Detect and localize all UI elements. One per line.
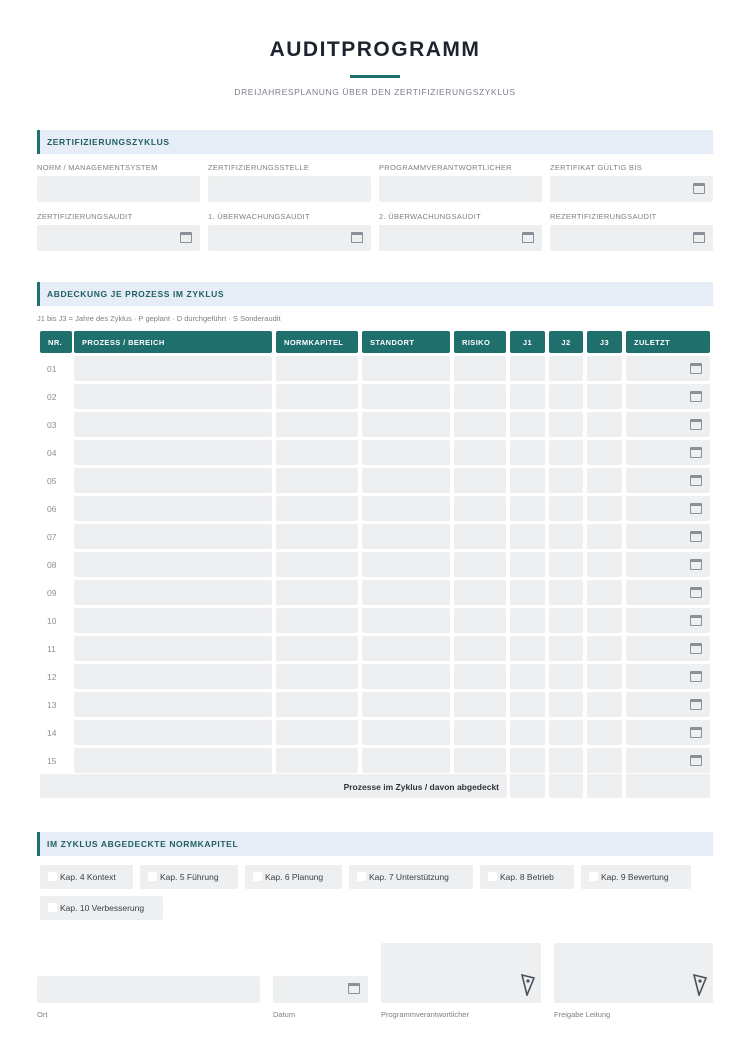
j3-cell[interactable]	[587, 440, 622, 465]
norm-field[interactable]	[37, 176, 200, 202]
label-cert-valid: ZERTIFIKAT GÜLTIG BIS	[550, 163, 643, 172]
row-number: 02	[47, 392, 57, 402]
site-cell[interactable]	[362, 692, 450, 717]
j1-cell[interactable]	[510, 636, 545, 661]
total-j3-field[interactable]	[587, 774, 622, 798]
risk-cell[interactable]	[454, 468, 506, 493]
col-header-risk: RISIKO	[454, 331, 506, 353]
last-audit-cell[interactable]	[626, 552, 710, 577]
chapter-cell[interactable]	[276, 496, 358, 521]
chapter-checkbox[interactable]: Kap. 6 Planung	[245, 865, 342, 889]
label-norm: NORM / MANAGEMENTSYSTEM	[37, 163, 158, 172]
j1-cell[interactable]	[510, 496, 545, 521]
risk-cell[interactable]	[454, 412, 506, 437]
label-release-signature: Freigabe Leitung	[554, 1010, 611, 1019]
j2-cell[interactable]	[549, 608, 583, 633]
last-audit-cell[interactable]	[626, 608, 710, 633]
process-cell[interactable]	[74, 664, 272, 689]
col-header-process: PROZESS / BEREICH	[74, 331, 272, 353]
col-header-j2: J2	[549, 331, 583, 353]
j2-cell[interactable]	[549, 748, 583, 773]
j2-cell[interactable]	[549, 580, 583, 605]
label-owner-signature: Programmverantwortlicher	[381, 1010, 469, 1019]
process-cell[interactable]	[74, 524, 272, 549]
process-cell[interactable]	[74, 636, 272, 661]
j3-cell[interactable]	[587, 412, 622, 437]
j3-cell[interactable]	[587, 608, 622, 633]
site-cell[interactable]	[362, 664, 450, 689]
j3-cell[interactable]	[587, 468, 622, 493]
risk-cell[interactable]	[454, 496, 506, 521]
chapter-checkbox[interactable]: Kap. 9 Bewertung	[581, 865, 691, 889]
j3-cell[interactable]	[587, 692, 622, 717]
program-owner-field[interactable]	[379, 176, 542, 202]
j1-cell[interactable]	[510, 412, 545, 437]
row-number: 12	[47, 672, 57, 682]
col-header-nr: NR.	[40, 331, 72, 353]
j3-cell[interactable]	[587, 636, 622, 661]
process-cell[interactable]	[74, 412, 272, 437]
signature-pen-icon	[521, 974, 535, 996]
site-cell[interactable]	[362, 580, 450, 605]
row-number: 15	[47, 756, 57, 766]
j1-cell[interactable]	[510, 356, 545, 381]
chapter-cell[interactable]	[276, 440, 358, 465]
j2-cell[interactable]	[549, 468, 583, 493]
calendar-icon[interactable]	[693, 183, 705, 194]
checkbox-icon[interactable]	[589, 872, 598, 881]
cert-audit-date-field[interactable]	[37, 225, 200, 251]
cert-valid-date-field[interactable]	[550, 176, 713, 202]
calendar-icon[interactable]	[690, 363, 702, 374]
calendar-icon[interactable]	[690, 727, 702, 738]
risk-cell[interactable]	[454, 636, 506, 661]
total-j2-field[interactable]	[549, 774, 583, 798]
chapter-cell[interactable]	[276, 552, 358, 577]
calendar-icon[interactable]	[690, 699, 702, 710]
j1-cell[interactable]	[510, 468, 545, 493]
chapter-checkbox[interactable]: Kap. 10 Verbesserung	[40, 896, 163, 920]
chapter-cell[interactable]	[276, 692, 358, 717]
calendar-icon[interactable]	[690, 503, 702, 514]
site-cell[interactable]	[362, 384, 450, 409]
row-number: 13	[47, 700, 57, 710]
chapter-cell[interactable]	[276, 720, 358, 745]
total-j1-field[interactable]	[510, 774, 545, 798]
site-cell[interactable]	[362, 468, 450, 493]
j3-cell[interactable]	[587, 356, 622, 381]
j3-cell[interactable]	[587, 552, 622, 577]
title-underline	[350, 75, 400, 78]
risk-cell[interactable]	[454, 580, 506, 605]
total-last-field[interactable]	[626, 774, 710, 798]
j2-cell[interactable]	[549, 496, 583, 521]
j1-cell[interactable]	[510, 664, 545, 689]
surveillance-2-date-field[interactable]	[379, 225, 542, 251]
site-cell[interactable]	[362, 748, 450, 773]
j2-cell[interactable]	[549, 440, 583, 465]
chapter-cell[interactable]	[276, 748, 358, 773]
chapter-cell[interactable]	[276, 356, 358, 381]
chapter-cell[interactable]	[276, 468, 358, 493]
j3-cell[interactable]	[587, 524, 622, 549]
place-field[interactable]	[37, 976, 260, 1003]
risk-cell[interactable]	[454, 524, 506, 549]
process-cell[interactable]	[74, 496, 272, 521]
total-row-label: Prozesse im Zyklus / davon abgedeckt	[40, 774, 507, 798]
site-cell[interactable]	[362, 720, 450, 745]
process-cell[interactable]	[74, 468, 272, 493]
last-audit-cell[interactable]	[626, 440, 710, 465]
j3-cell[interactable]	[587, 720, 622, 745]
risk-cell[interactable]	[454, 692, 506, 717]
calendar-icon[interactable]	[690, 615, 702, 626]
j1-cell[interactable]	[510, 552, 545, 577]
last-audit-cell[interactable]	[626, 664, 710, 689]
page-title: AUDITPROGRAMM	[269, 38, 481, 61]
chapter-cell[interactable]	[276, 608, 358, 633]
row-number: 04	[47, 448, 57, 458]
row-number: 10	[47, 616, 57, 626]
last-audit-cell[interactable]	[626, 636, 710, 661]
last-audit-cell[interactable]	[626, 524, 710, 549]
calendar-icon[interactable]	[690, 755, 702, 766]
j1-cell[interactable]	[510, 440, 545, 465]
j3-cell[interactable]	[587, 384, 622, 409]
last-audit-cell[interactable]	[626, 580, 710, 605]
j3-cell[interactable]	[587, 496, 622, 521]
chapter-cell[interactable]	[276, 384, 358, 409]
j2-cell[interactable]	[549, 356, 583, 381]
j2-cell[interactable]	[549, 524, 583, 549]
j2-cell[interactable]	[549, 720, 583, 745]
calendar-icon[interactable]	[690, 391, 702, 402]
row-number: 08	[47, 560, 57, 570]
process-cell[interactable]	[74, 748, 272, 773]
coverage-legend: J1 bis J3 = Jahre des Zyklus · P geplant · D durchgeführt · S Sonderaudit	[37, 314, 281, 323]
calendar-icon[interactable]	[180, 232, 192, 243]
chapter-cell[interactable]	[276, 524, 358, 549]
calendar-icon[interactable]	[690, 531, 702, 542]
process-cell[interactable]	[74, 580, 272, 605]
row-number: 14	[47, 728, 57, 738]
chapter-checkbox[interactable]: Kap. 5 Führung	[140, 865, 238, 889]
label-cert-audit: ZERTIFIZIERUNGSAUDIT	[37, 212, 133, 221]
j2-cell[interactable]	[549, 384, 583, 409]
cert-body-field[interactable]	[208, 176, 371, 202]
release-signature-field[interactable]	[554, 943, 713, 1003]
chapter-checkbox[interactable]: Kap. 8 Betrieb	[480, 865, 574, 889]
row-number: 09	[47, 588, 57, 598]
calendar-icon[interactable]	[690, 447, 702, 458]
j1-cell[interactable]	[510, 524, 545, 549]
checkbox-icon[interactable]	[48, 872, 57, 881]
site-cell[interactable]	[362, 356, 450, 381]
site-cell[interactable]	[362, 524, 450, 549]
j1-cell[interactable]	[510, 384, 545, 409]
j2-cell[interactable]	[549, 664, 583, 689]
row-number: 06	[47, 504, 57, 514]
calendar-icon[interactable]	[522, 232, 534, 243]
chapter-cell[interactable]	[276, 636, 358, 661]
j1-cell[interactable]	[510, 580, 545, 605]
j1-cell[interactable]	[510, 608, 545, 633]
label-date: Datum	[273, 1010, 296, 1019]
chapter-checkbox[interactable]: Kap. 7 Unterstützung	[349, 865, 473, 889]
last-audit-cell[interactable]	[626, 468, 710, 493]
checkbox-icon[interactable]	[357, 872, 366, 881]
chapter-checkbox[interactable]: Kap. 4 Kontext	[40, 865, 133, 889]
process-cell[interactable]	[74, 356, 272, 381]
signature-pen-icon	[693, 974, 707, 996]
calendar-icon[interactable]	[690, 671, 702, 682]
calendar-icon[interactable]	[690, 643, 702, 654]
process-cell[interactable]	[74, 552, 272, 577]
calendar-icon[interactable]	[351, 232, 363, 243]
site-cell[interactable]	[362, 496, 450, 521]
risk-cell[interactable]	[454, 664, 506, 689]
risk-cell[interactable]	[454, 552, 506, 577]
chapter-cell[interactable]	[276, 580, 358, 605]
risk-cell[interactable]	[454, 384, 506, 409]
row-number: 05	[47, 476, 57, 486]
col-header-j1: J1	[510, 331, 545, 353]
j3-cell[interactable]	[587, 664, 622, 689]
risk-cell[interactable]	[454, 356, 506, 381]
j1-cell[interactable]	[510, 720, 545, 745]
chapter-cell[interactable]	[276, 412, 358, 437]
calendar-icon[interactable]	[690, 559, 702, 570]
j2-cell[interactable]	[549, 692, 583, 717]
label-program-owner: PROGRAMMVERANTWORTLICHER	[379, 163, 512, 172]
label-place: Ort	[37, 1010, 48, 1019]
j3-cell[interactable]	[587, 748, 622, 773]
section-heading-cycle: ZERTIFIZIERUNGSZYKLUS	[37, 130, 713, 154]
col-header-chapter: NORMKAPITEL	[276, 331, 358, 353]
label-surveillance-1: 1. ÜBERWACHUNGSAUDIT	[208, 212, 310, 221]
j1-cell[interactable]	[510, 748, 545, 773]
label-cert-body: ZERTIFIZIERUNGSSTELLE	[208, 163, 310, 172]
process-cell[interactable]	[74, 440, 272, 465]
chapter-cell[interactable]	[276, 664, 358, 689]
row-number: 01	[47, 364, 57, 374]
site-cell[interactable]	[362, 412, 450, 437]
j2-cell[interactable]	[549, 636, 583, 661]
last-audit-cell[interactable]	[626, 356, 710, 381]
j2-cell[interactable]	[549, 412, 583, 437]
row-number: 11	[47, 644, 56, 654]
site-cell[interactable]	[362, 440, 450, 465]
calendar-icon[interactable]	[348, 983, 360, 994]
site-cell[interactable]	[362, 608, 450, 633]
last-audit-cell[interactable]	[626, 692, 710, 717]
section-heading-chapters: IM ZYKLUS ABGEDECKTE NORMKAPITEL	[37, 832, 713, 856]
date-field[interactable]	[273, 976, 368, 1003]
last-audit-cell[interactable]	[626, 384, 710, 409]
site-cell[interactable]	[362, 552, 450, 577]
label-recert-audit: REZERTIFIZIERUNGSAUDIT	[550, 212, 657, 221]
checkbox-icon[interactable]	[253, 872, 262, 881]
process-cell[interactable]	[74, 608, 272, 633]
label-surveillance-2: 2. ÜBERWACHUNGSAUDIT	[379, 212, 481, 221]
col-header-last: ZULETZT	[626, 331, 710, 353]
page-subtitle: DREIJAHRESPLANUNG ÜBER DEN ZERTIFIZIERUNGSZYKLUS	[234, 87, 516, 97]
site-cell[interactable]	[362, 636, 450, 661]
risk-cell[interactable]	[454, 720, 506, 745]
calendar-icon[interactable]	[690, 475, 702, 486]
last-audit-cell[interactable]	[626, 412, 710, 437]
process-cell[interactable]	[74, 720, 272, 745]
calendar-icon[interactable]	[693, 232, 705, 243]
last-audit-cell[interactable]	[626, 748, 710, 773]
risk-cell[interactable]	[454, 608, 506, 633]
section-heading-coverage: ABDECKUNG JE PROZESS IM ZYKLUS	[37, 282, 713, 306]
owner-signature-field[interactable]	[381, 943, 541, 1003]
process-cell[interactable]	[74, 384, 272, 409]
checkbox-icon[interactable]	[148, 872, 157, 881]
calendar-icon[interactable]	[690, 419, 702, 430]
last-audit-cell[interactable]	[626, 720, 710, 745]
row-number: 03	[47, 420, 57, 430]
checkbox-icon[interactable]	[488, 872, 497, 881]
col-header-j3: J3	[587, 331, 622, 353]
row-number: 07	[47, 532, 57, 542]
j2-cell[interactable]	[549, 552, 583, 577]
checkbox-icon[interactable]	[48, 903, 57, 912]
process-cell[interactable]	[74, 692, 272, 717]
j3-cell[interactable]	[587, 580, 622, 605]
col-header-site: STANDORT	[362, 331, 450, 353]
recert-audit-date-field[interactable]	[550, 225, 713, 251]
j1-cell[interactable]	[510, 692, 545, 717]
last-audit-cell[interactable]	[626, 496, 710, 521]
risk-cell[interactable]	[454, 440, 506, 465]
risk-cell[interactable]	[454, 748, 506, 773]
calendar-icon[interactable]	[690, 587, 702, 598]
surveillance-1-date-field[interactable]	[208, 225, 371, 251]
